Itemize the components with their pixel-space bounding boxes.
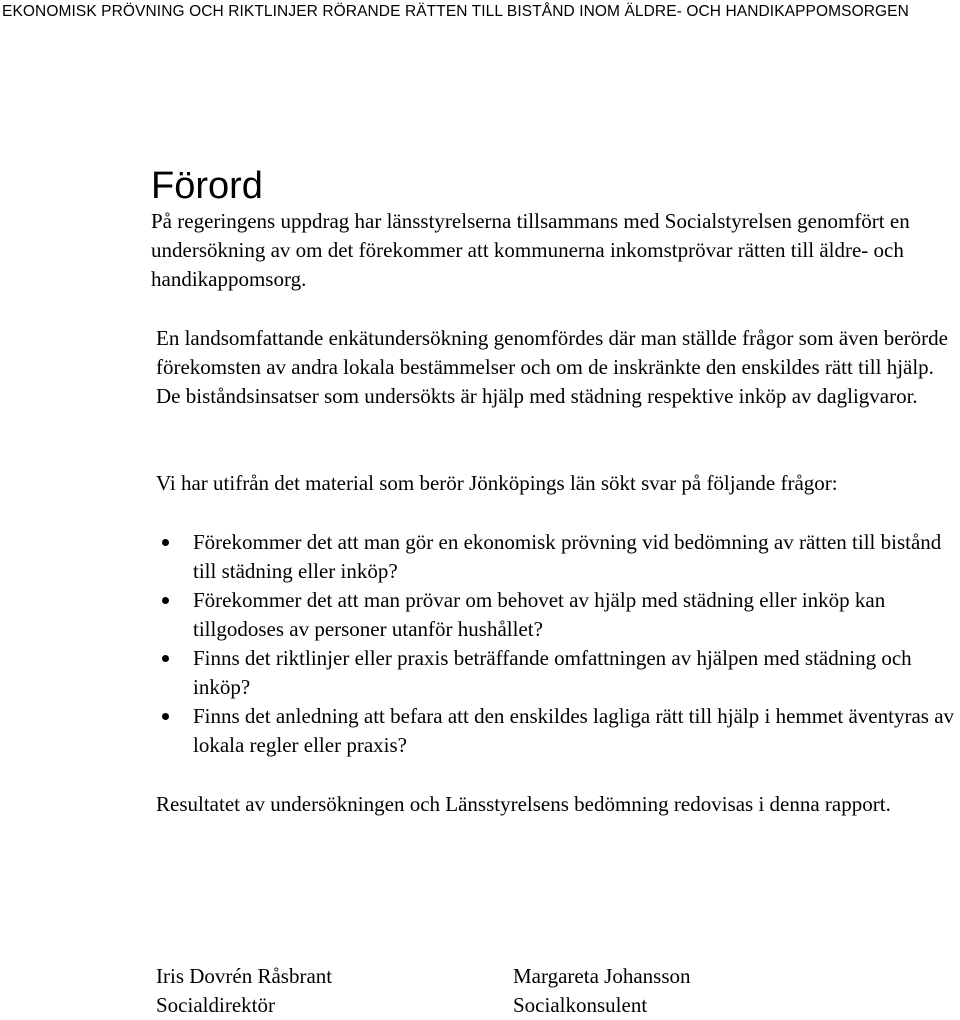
question-text: Förekommer det att man gör en ekonomisk prövning vid bedömning av rätten till bistånd till städning eller inköp? <box>193 530 942 583</box>
question-list <box>156 528 956 760</box>
signatory-role: Socialdirektör <box>156 993 275 1017</box>
signatory-role: Socialkonsulent <box>513 993 648 1017</box>
list-item <box>156 644 956 702</box>
signature-block <box>156 962 476 1020</box>
list-item <box>156 702 956 760</box>
bullet-icon <box>162 713 169 720</box>
running-header: EKONOMISK PRÖVNING OCH RIKTLINJER RÖRANDE RÄTTEN TILL BISTÅND INOM ÄLDRE- OCH HANDIKAPPOMSORGEN <box>2 3 909 20</box>
list-item <box>156 528 956 586</box>
signature-block <box>513 962 833 1020</box>
list-item <box>156 586 956 644</box>
question-text: Förekommer det att man prövar om behovet av hjälp med städning eller inköp kan tillgodoses av personer utanför hushållet? <box>193 588 886 641</box>
questions-intro-paragraph: Vi har utifrån det material som berör Jönköpings län sökt svar på följande frågor: <box>156 471 838 495</box>
page-title: Förord <box>151 165 263 207</box>
signatory-name: Margareta Johansson <box>513 964 691 988</box>
question-text: Finns det riktlinjer eller praxis beträffande omfattningen av hjälpen med städning och inköp? <box>193 646 912 699</box>
question-text: Finns det anledning att befara att den enskildes lagliga rätt till hjälp i hemmet äventyras av lokala regler eller praxis? <box>193 704 955 757</box>
conclusion-paragraph: Resultatet av undersökningen och Länsstyrelsens bedömning redovisas i denna rapport. <box>156 792 891 816</box>
signatory-name: Iris Dovrén Råsbrant <box>156 964 333 988</box>
bullet-icon <box>162 539 169 546</box>
bullet-icon <box>162 597 169 604</box>
bullet-icon <box>162 655 169 662</box>
survey-paragraph: En landsomfattande enkätundersökning genomfördes där man ställde frågor som även berörde förekomsten av andra lokala bestämmelser och om de inskränkte den enskildes rätt till hjälp. De biståndsinsatser som undersökts är hjälp med städning respektive inköp av dagligvaror. <box>156 326 948 408</box>
intro-paragraph: På regeringens uppdrag har länsstyrelserna tillsammans med Socialstyrelsen genomfört en undersökning av om det förekommer att kommunerna inkomstprövar rätten till äldre- och handikappomsorg. <box>151 209 910 291</box>
